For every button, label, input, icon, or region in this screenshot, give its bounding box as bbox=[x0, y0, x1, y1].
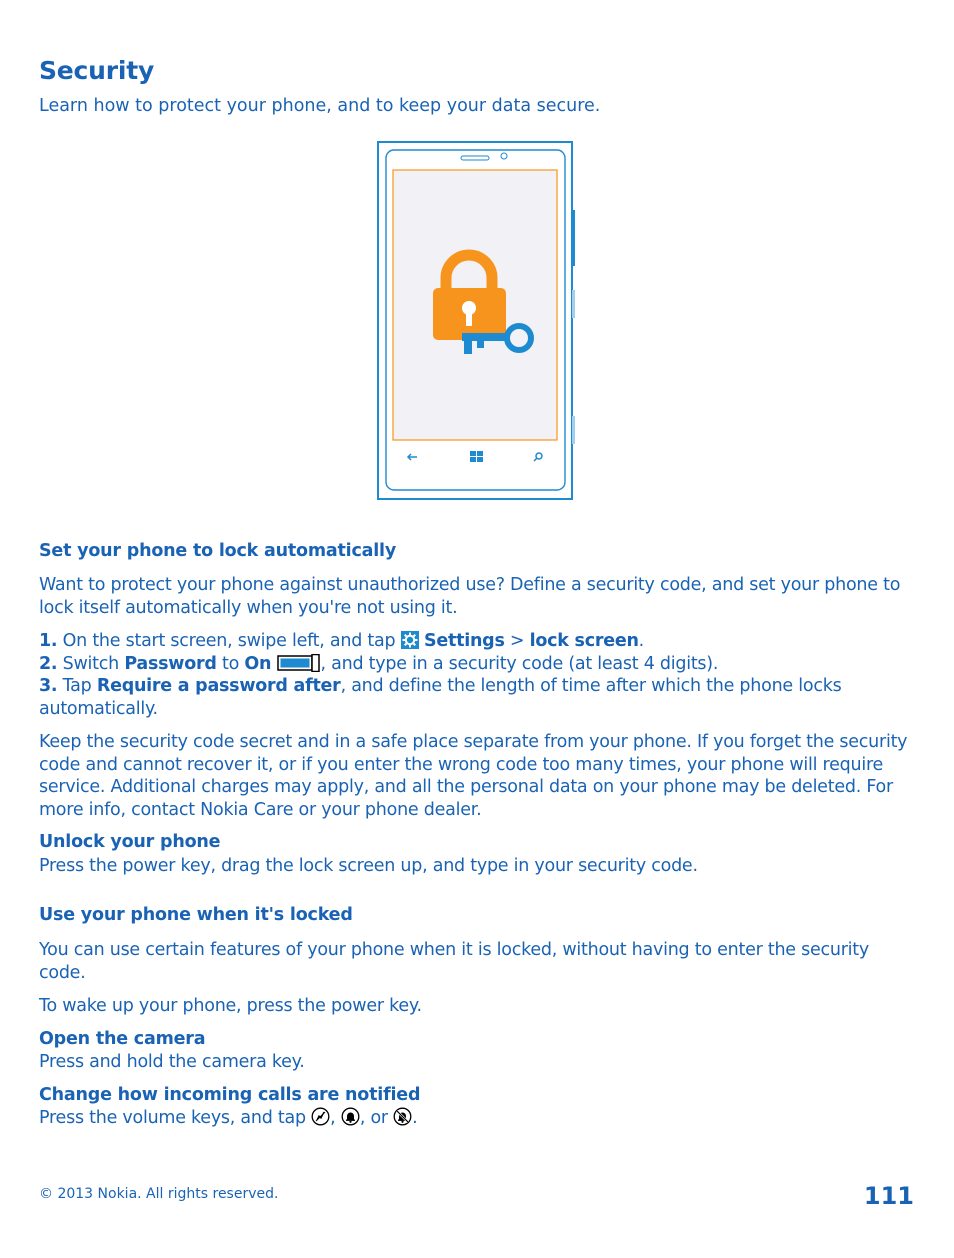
page-title: Security bbox=[39, 56, 155, 85]
require-password-label: Require a password after bbox=[96, 676, 341, 696]
calls-text bbox=[39, 1107, 919, 1133]
unlock-text: Press the power key, drag the lock screen up, and type in your security code. bbox=[39, 856, 698, 876]
step-2-to: to bbox=[216, 654, 245, 674]
settings-label: Settings bbox=[424, 631, 505, 651]
page-number: 111 bbox=[863, 1182, 914, 1210]
calls-heading: Change how incoming calls are notified bbox=[39, 1085, 421, 1105]
wake-up-paragraph: To wake up your phone, press the power key. bbox=[39, 996, 422, 1016]
camera-text: Press and hold the camera key. bbox=[39, 1052, 305, 1072]
intro-text: Learn how to protect your phone, and to keep your data secure. bbox=[39, 96, 601, 116]
unlock-heading: Unlock your phone bbox=[39, 832, 221, 852]
section-heading-locked-use: Use your phone when it's locked bbox=[39, 905, 353, 925]
silent-icon bbox=[393, 1107, 412, 1133]
calls-end: . bbox=[412, 1108, 418, 1128]
step-2-number: 2. bbox=[39, 654, 58, 674]
calls-comma: , bbox=[330, 1108, 341, 1128]
lock-auto-paragraph: Want to protect your phone against unauthorized use? Define a security code, and set your phone to lock itself automatically when you're not using it. bbox=[39, 575, 901, 618]
step-2-text-a: Switch bbox=[57, 654, 125, 674]
step-1-sep: > bbox=[504, 631, 530, 651]
step-1-end: . bbox=[638, 631, 644, 651]
on-label: On bbox=[244, 654, 272, 674]
camera-heading: Open the camera bbox=[39, 1029, 206, 1049]
lock-screen-label: lock screen bbox=[529, 631, 639, 651]
step-3-text-a: Tap bbox=[57, 676, 97, 696]
copyright: © 2013 Nokia. All rights reserved. bbox=[39, 1186, 279, 1202]
step-1 bbox=[39, 630, 919, 656]
section-heading-lock-automatically: Set your phone to lock automatically bbox=[39, 541, 397, 561]
step-3-number: 3. bbox=[39, 676, 58, 696]
ring-icon bbox=[341, 1107, 360, 1133]
phone-illustration bbox=[376, 140, 578, 502]
step-2-text-b: , and type in a security code (at least 4 digits). bbox=[320, 654, 719, 674]
security-warning: Keep the security code secret and in a safe place separate from your phone. If you forget the security code and cannot recover it, or if you enter the wrong code too many times, your phone will require service. Additional charges may apply, and all the personal data on your phone may be deleted. For more info, contact Nokia Care or your phone dealer. bbox=[39, 732, 908, 820]
calls-or: , or bbox=[359, 1108, 394, 1128]
settings-gear-icon bbox=[401, 631, 419, 656]
password-label: Password bbox=[124, 654, 217, 674]
step-3-text-b: , and define the length of time after which the phone locks automatically. bbox=[39, 676, 842, 719]
vibrate-icon bbox=[311, 1107, 330, 1133]
step-3 bbox=[39, 675, 919, 720]
step-1-text: On the start screen, swipe left, and tap bbox=[57, 631, 401, 651]
step-1-number: 1. bbox=[39, 631, 58, 651]
calls-text-a: Press the volume keys, and tap bbox=[39, 1108, 312, 1128]
locked-use-paragraph: You can use certain features of your phone when it is locked, without having to enter the security code. bbox=[39, 940, 870, 983]
